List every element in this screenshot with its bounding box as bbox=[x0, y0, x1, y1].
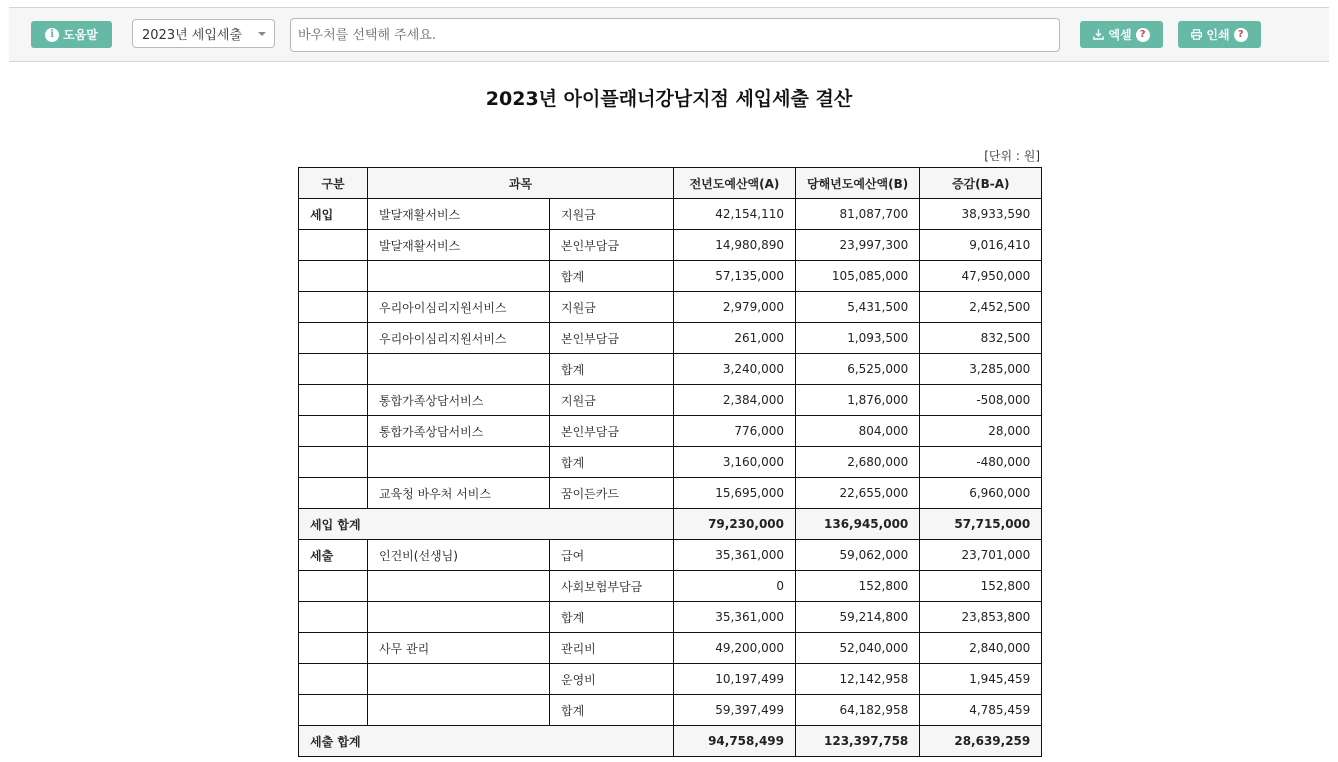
budget-table bbox=[298, 167, 1042, 757]
cell-difference: 9,016,410 bbox=[920, 230, 1042, 261]
header-curr-budget: 당해년도예산액(B) bbox=[796, 168, 920, 199]
table-row bbox=[299, 633, 1042, 664]
table-row bbox=[299, 695, 1042, 726]
cell-prev-budget: 10,197,499 bbox=[674, 664, 796, 695]
cell-category bbox=[299, 695, 368, 726]
year-report-select-value: 2023년 세입세출 bbox=[142, 28, 243, 43]
help-button[interactable] bbox=[31, 21, 112, 48]
cell-subject bbox=[368, 602, 550, 633]
cell-curr-budget: 81,087,700 bbox=[796, 199, 920, 230]
cell-prev-budget: 35,361,000 bbox=[674, 540, 796, 571]
cell-category bbox=[299, 230, 368, 261]
cell-subject: 우리아이심리지원서비스 bbox=[368, 323, 550, 354]
cell-prev-budget: 776,000 bbox=[674, 416, 796, 447]
cell-item: 운영비 bbox=[550, 664, 674, 695]
table-row bbox=[299, 540, 1042, 571]
cell-category bbox=[299, 571, 368, 602]
table-row bbox=[299, 354, 1042, 385]
help-button-label: 도움말 bbox=[63, 28, 98, 42]
cell-difference: 23,701,000 bbox=[920, 540, 1042, 571]
cell-prev-budget: 261,000 bbox=[674, 323, 796, 354]
cell-item: 꿈이든카드 bbox=[550, 478, 674, 509]
cell-difference: -508,000 bbox=[920, 385, 1042, 416]
cell-category bbox=[299, 633, 368, 664]
cell-difference: 38,933,590 bbox=[920, 199, 1042, 230]
download-icon bbox=[1093, 29, 1104, 40]
cell-difference: 1,945,459 bbox=[920, 664, 1042, 695]
cell-curr-budget: 1,093,500 bbox=[796, 323, 920, 354]
total-label: 세입 합계 bbox=[299, 509, 674, 540]
cell-subject: 사무 관리 bbox=[368, 633, 550, 664]
table-row bbox=[299, 664, 1042, 695]
cell-difference: 2,452,500 bbox=[920, 292, 1042, 323]
table-row bbox=[299, 323, 1042, 354]
cell-prev-budget: 14,980,890 bbox=[674, 230, 796, 261]
cell-category bbox=[299, 602, 368, 633]
cell-subject: 교육청 바우처 서비스 bbox=[368, 478, 550, 509]
table-row bbox=[299, 571, 1042, 602]
cell-item: 지원금 bbox=[550, 292, 674, 323]
year-report-select[interactable] bbox=[132, 19, 275, 48]
cell-prev-budget: 2,384,000 bbox=[674, 385, 796, 416]
cell-subject bbox=[368, 261, 550, 292]
cell-difference: -480,000 bbox=[920, 447, 1042, 478]
cell-curr-budget: 59,214,800 bbox=[796, 602, 920, 633]
cell-difference: 28,000 bbox=[920, 416, 1042, 447]
cell-category bbox=[299, 447, 368, 478]
cell-item: 본인부담금 bbox=[550, 230, 674, 261]
cell-curr-budget: 5,431,500 bbox=[796, 292, 920, 323]
unit-label: [단위 : 원] bbox=[984, 149, 1040, 163]
cell-item: 본인부담금 bbox=[550, 416, 674, 447]
table-total-row bbox=[299, 509, 1042, 540]
table-row bbox=[299, 292, 1042, 323]
cell-prev-budget: 3,160,000 bbox=[674, 447, 796, 478]
cell-category bbox=[299, 354, 368, 385]
question-icon[interactable]: ? bbox=[1234, 28, 1248, 42]
cell-curr-budget: 52,040,000 bbox=[796, 633, 920, 664]
table-row bbox=[299, 478, 1042, 509]
cell-curr-budget: 6,525,000 bbox=[796, 354, 920, 385]
cell-curr-budget: 2,680,000 bbox=[796, 447, 920, 478]
cell-difference: 28,639,259 bbox=[920, 726, 1042, 757]
cell-curr-budget: 22,655,000 bbox=[796, 478, 920, 509]
cell-category bbox=[299, 416, 368, 447]
cell-prev-budget: 49,200,000 bbox=[674, 633, 796, 664]
header-difference: 증감(B-A) bbox=[920, 168, 1042, 199]
cell-category bbox=[299, 478, 368, 509]
cell-curr-budget: 59,062,000 bbox=[796, 540, 920, 571]
cell-item: 급여 bbox=[550, 540, 674, 571]
cell-item: 합계 bbox=[550, 602, 674, 633]
cell-difference: 47,950,000 bbox=[920, 261, 1042, 292]
cell-category bbox=[299, 292, 368, 323]
cell-prev-budget: 42,154,110 bbox=[674, 199, 796, 230]
cell-item: 합계 bbox=[550, 261, 674, 292]
cell-category: 세출 bbox=[299, 540, 368, 571]
cell-subject: 우리아이심리지원서비스 bbox=[368, 292, 550, 323]
cell-curr-budget: 123,397,758 bbox=[796, 726, 920, 757]
table-header-row bbox=[299, 168, 1042, 199]
cell-curr-budget: 64,182,958 bbox=[796, 695, 920, 726]
cell-difference: 3,285,000 bbox=[920, 354, 1042, 385]
cell-curr-budget: 1,876,000 bbox=[796, 385, 920, 416]
cell-subject: 통합가족상담서비스 bbox=[368, 416, 550, 447]
cell-difference: 832,500 bbox=[920, 323, 1042, 354]
printer-icon bbox=[1191, 29, 1202, 40]
table-row bbox=[299, 385, 1042, 416]
header-subject: 과목 bbox=[368, 168, 674, 199]
excel-button-label: 엑셀 bbox=[1108, 28, 1132, 42]
cell-category bbox=[299, 261, 368, 292]
cell-difference: 152,800 bbox=[920, 571, 1042, 602]
cell-curr-budget: 152,800 bbox=[796, 571, 920, 602]
cell-prev-budget: 35,361,000 bbox=[674, 602, 796, 633]
cell-item: 관리비 bbox=[550, 633, 674, 664]
cell-subject bbox=[368, 695, 550, 726]
cell-category bbox=[299, 323, 368, 354]
table-row bbox=[299, 199, 1042, 230]
excel-button[interactable] bbox=[1080, 21, 1163, 48]
cell-subject bbox=[368, 664, 550, 695]
cell-category bbox=[299, 385, 368, 416]
cell-curr-budget: 804,000 bbox=[796, 416, 920, 447]
cell-difference: 2,840,000 bbox=[920, 633, 1042, 664]
cell-item: 지원금 bbox=[550, 199, 674, 230]
cell-difference: 23,853,800 bbox=[920, 602, 1042, 633]
cell-difference: 6,960,000 bbox=[920, 478, 1042, 509]
cell-curr-budget: 12,142,958 bbox=[796, 664, 920, 695]
table-row bbox=[299, 602, 1042, 633]
toolbar bbox=[9, 7, 1329, 62]
cell-subject bbox=[368, 571, 550, 602]
cell-prev-budget: 0 bbox=[674, 571, 796, 602]
table-row bbox=[299, 416, 1042, 447]
cell-subject: 인건비(선생님) bbox=[368, 540, 550, 571]
page-title: 2023년 아이플래너강남지점 세입세출 결산 bbox=[485, 88, 853, 110]
table-row bbox=[299, 447, 1042, 478]
table-row bbox=[299, 261, 1042, 292]
cell-prev-budget: 2,979,000 bbox=[674, 292, 796, 323]
cell-prev-budget: 79,230,000 bbox=[674, 509, 796, 540]
cell-item: 합계 bbox=[550, 354, 674, 385]
print-button[interactable] bbox=[1178, 21, 1261, 48]
table-row bbox=[299, 230, 1042, 261]
cell-curr-budget: 105,085,000 bbox=[796, 261, 920, 292]
cell-subject: 발달재활서비스 bbox=[368, 230, 550, 261]
cell-curr-budget: 23,997,300 bbox=[796, 230, 920, 261]
cell-prev-budget: 3,240,000 bbox=[674, 354, 796, 385]
table-total-row bbox=[299, 726, 1042, 757]
info-icon: i bbox=[45, 28, 59, 42]
cell-subject bbox=[368, 354, 550, 385]
cell-difference: 4,785,459 bbox=[920, 695, 1042, 726]
cell-item: 사회보험부담금 bbox=[550, 571, 674, 602]
cell-subject bbox=[368, 447, 550, 478]
print-button-label: 인쇄 bbox=[1206, 28, 1230, 42]
cell-prev-budget: 57,135,000 bbox=[674, 261, 796, 292]
table-body bbox=[299, 199, 1042, 757]
cell-prev-budget: 94,758,499 bbox=[674, 726, 796, 757]
question-icon[interactable]: ? bbox=[1136, 28, 1150, 42]
cell-subject: 발달재활서비스 bbox=[368, 199, 550, 230]
cell-category bbox=[299, 664, 368, 695]
cell-curr-budget: 136,945,000 bbox=[796, 509, 920, 540]
cell-subject: 통합가족상담서비스 bbox=[368, 385, 550, 416]
cell-item: 합계 bbox=[550, 447, 674, 478]
chevron-down-icon bbox=[258, 32, 266, 36]
cell-prev-budget: 15,695,000 bbox=[674, 478, 796, 509]
cell-item: 합계 bbox=[550, 695, 674, 726]
cell-category: 세입 bbox=[299, 199, 368, 230]
cell-item: 지원금 bbox=[550, 385, 674, 416]
voucher-input[interactable] bbox=[290, 18, 1060, 52]
header-prev-budget: 전년도예산액(A) bbox=[674, 168, 796, 199]
cell-prev-budget: 59,397,499 bbox=[674, 695, 796, 726]
cell-item: 본인부담금 bbox=[550, 323, 674, 354]
total-label: 세출 합계 bbox=[299, 726, 674, 757]
cell-difference: 57,715,000 bbox=[920, 509, 1042, 540]
header-category: 구분 bbox=[299, 168, 368, 199]
